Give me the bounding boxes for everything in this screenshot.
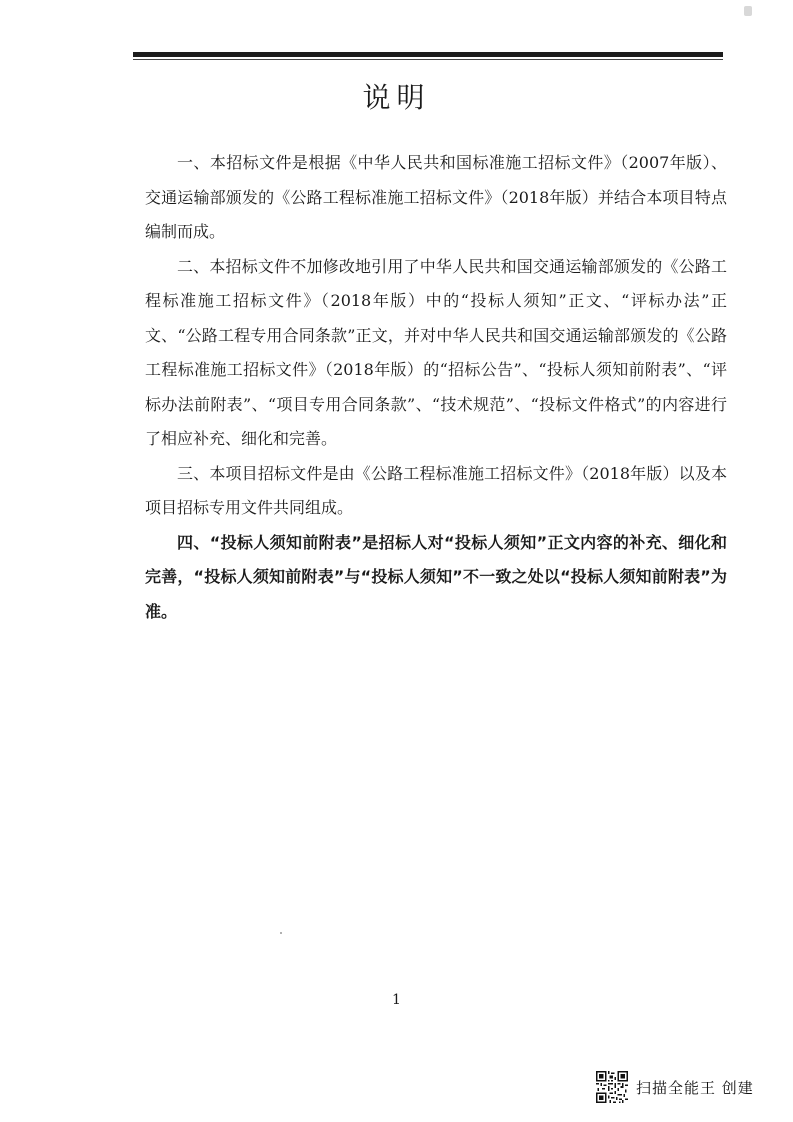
scanner-watermark bbox=[596, 1067, 754, 1107]
header-rule-thin bbox=[133, 59, 723, 60]
paragraph-4: 四、“投标人须知前附表”是招标人对“投标人须知”正文内容的补充、细化和完善，“投标人须知前附表”与“投标人须知”不一致之处以“投标人须知前附表”为准。 bbox=[145, 532, 727, 621]
paragraph-2: 二、本招标文件不加修改地引用了中华人民共和国交通运输部颁发的《公路工程标准施工招标文件》（2018年版）中的“投标人须知”正文、“评标办法”正文、“公路工程专用合同条款”正文，并对中华人民共和国交通运输部颁发的《公路工程标准施工招标文件》（2018年版）的“招标公告”、“投标人须知前附表”、“评标办法前附表”、“项目专用合同条款”、“技术规范”、“投标文件格式”的内容进行了相应补充、细化和完善。 bbox=[145, 256, 727, 448]
paragraph-3: 三、本项目招标文件是由《公路工程标准施工招标文件》（2018年版）以及本项目招标专用文件共同组成。 bbox=[145, 463, 727, 517]
paragraph-1: 一、本招标文件是根据《中华人民共和国标准施工招标文件》（2007年版）、交通运输部颁发的《公路工程标准施工招标文件》（2018年版）并结合本项目特点编制而成。 bbox=[145, 153, 727, 241]
scan-speck bbox=[280, 932, 282, 934]
qr-code-icon bbox=[596, 1071, 628, 1103]
page-number: 1 bbox=[392, 992, 401, 1008]
document-body bbox=[145, 146, 727, 629]
page-title: 说明 bbox=[362, 81, 431, 114]
header-rule bbox=[133, 52, 723, 57]
scanner-label: 扫描全能王 创建 bbox=[636, 1078, 754, 1097]
scan-artifact bbox=[744, 6, 752, 16]
